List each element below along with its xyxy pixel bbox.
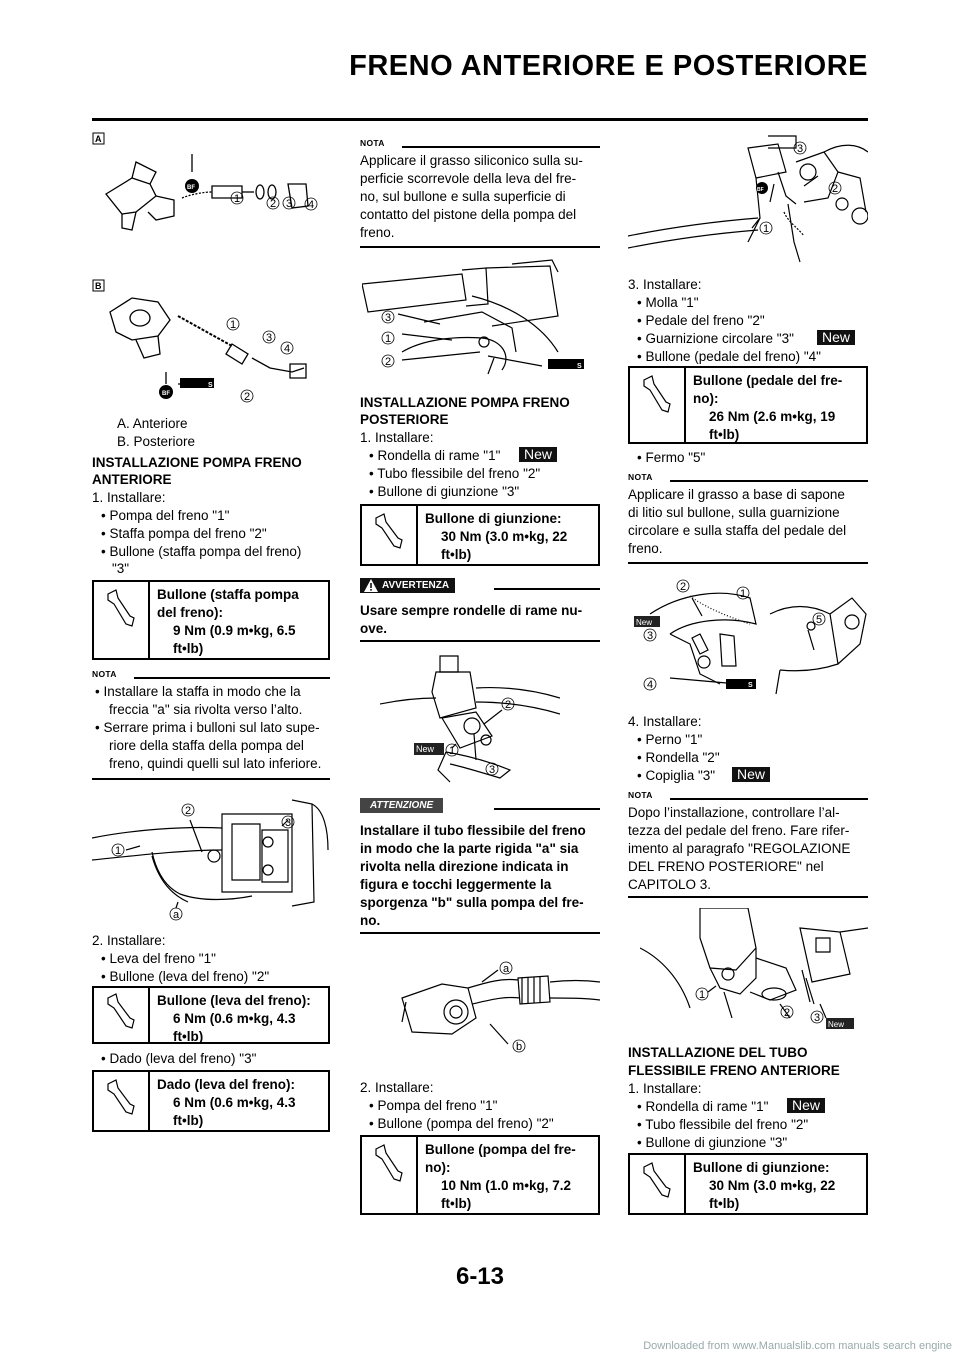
- step1: 1. Installare:: [628, 1081, 702, 1096]
- attention-line: no.: [360, 913, 381, 928]
- legend-b: B. Posteriore: [117, 434, 196, 449]
- torque-box-pedale: [628, 366, 868, 444]
- nota-line: di litio sul bullone, sulla guarnizione: [628, 505, 840, 520]
- nota-line: DEL FRENO POSTERIORE" nel: [628, 859, 824, 874]
- warning-triangle-icon: [364, 579, 378, 592]
- torque-value: ft•lb): [173, 1113, 204, 1128]
- sec1-title-line2: ANTERIORE: [92, 472, 172, 487]
- wrench-icon: [362, 506, 418, 564]
- callout-1-i: 1: [699, 989, 706, 1001]
- figure-front-lever-installed: [92, 790, 332, 925]
- step1: 1. Installare:: [92, 490, 166, 505]
- warning-line: Usare sempre rondelle di rame nu-: [360, 603, 583, 618]
- torque-value: 26 Nm (2.6 m•kg, 19: [709, 409, 836, 424]
- figure-brake-pedal-spring: [628, 132, 868, 272]
- new-badge: New: [817, 330, 855, 345]
- torque-value: 6 Nm (0.6 m•kg, 4.3: [173, 1095, 296, 1110]
- torque-value: 6 Nm (0.6 m•kg, 4.3: [173, 1011, 296, 1026]
- figure-pedal-bolt: [630, 574, 868, 706]
- nota-label: NOTA: [628, 790, 653, 800]
- callout-a-f: a: [503, 963, 510, 975]
- step3-item: • Molla "1": [637, 295, 699, 310]
- callout-b-f: b: [516, 1041, 523, 1053]
- s-mark-c2: S: [577, 363, 582, 370]
- nota-header: [360, 138, 600, 152]
- sec3-title-line2: FLESSIBILE FRENO ANTERIORE: [628, 1063, 840, 1078]
- callout-2-h: 2: [680, 581, 687, 593]
- nota-end-rule: [92, 778, 330, 780]
- nota-label: NOTA: [628, 472, 653, 482]
- new-badge: New: [732, 767, 770, 782]
- sec2-title-line1: INSTALLAZIONE POMPA FRENO: [360, 395, 570, 410]
- step2-item: • Bullone (leva del freno) "2": [101, 969, 270, 984]
- torque-box-staffa: [92, 580, 330, 660]
- nota-end-rule: [628, 562, 868, 564]
- nota-end-rule: [360, 246, 600, 248]
- step2-item: • Bullone (pompa del freno) "2": [369, 1116, 554, 1131]
- step3: 3. Installare:: [628, 277, 702, 292]
- nota-line: tezza del pedale del freno. Fare rifer-: [628, 823, 850, 838]
- wrench-icon: [630, 1155, 686, 1213]
- s-mark-h: S: [748, 682, 753, 689]
- attention-line: figura e tocchi leggermente la: [360, 877, 552, 892]
- callout-1-e: 1: [449, 745, 456, 757]
- nota-line: perficie scorrevole della leva del fre-: [360, 171, 577, 186]
- callout-1-b: 1: [230, 319, 237, 331]
- wrench-icon: [94, 1072, 150, 1130]
- attention-line: in modo che la parte rigida "a" sia: [360, 841, 579, 856]
- callout-4-b: 4: [284, 343, 291, 355]
- callout-1-c: 1: [115, 845, 122, 857]
- step4-item: • Copiglia "3": [637, 768, 716, 783]
- nota-line: Applicare il grasso siliconico sulla su-: [360, 153, 583, 168]
- step1-item: • Bullone di giunzione "3": [637, 1135, 788, 1150]
- torque-value: 30 Nm (3.0 m•kg, 22: [441, 529, 568, 544]
- callout-3-h: 3: [647, 630, 654, 642]
- sec2-title-line2: POSTERIORE: [360, 412, 449, 427]
- step2: 2. Installare:: [92, 933, 166, 948]
- torque-value: 10 Nm (1.0 m•kg, 7.2: [441, 1178, 572, 1193]
- torque-value: ft•lb): [173, 641, 204, 656]
- callout-3-i: 3: [814, 1012, 821, 1024]
- step4-item: • Perno "1": [637, 732, 703, 747]
- footer-text: Downloaded from www.Manualslib.com manuals search engine: [643, 1340, 952, 1352]
- torque-box-leva: [92, 986, 330, 1044]
- wrench-icon: [94, 582, 150, 658]
- figure-pin-cotter: [640, 908, 868, 1034]
- warning-header: [360, 578, 600, 594]
- step1-item: • Tubo flessibile del freno "2": [369, 466, 541, 481]
- bf-mark-b: BF: [162, 391, 170, 397]
- warning-label: AVVERTENZA: [360, 578, 455, 593]
- callout-2-g: 2: [832, 183, 839, 195]
- attention-line: rivolta nella direzione indicata in: [360, 859, 569, 874]
- step3-item: • Pedale del freno "2": [637, 313, 765, 328]
- attention-line: sporgenza "b" sulla pompa del fre-: [360, 895, 584, 910]
- torque-value: ft•lb): [709, 427, 740, 442]
- nota-line: • Installare la staffa in modo che la: [95, 684, 301, 699]
- callout-3-c: 3: [285, 817, 292, 829]
- nota-line: Applicare il grasso a base di sapone: [628, 487, 845, 502]
- torque-value: 9 Nm (0.9 m•kg, 6.5: [173, 623, 296, 638]
- callout-2-d: 2: [385, 356, 392, 368]
- callout-4-h: 4: [647, 679, 654, 691]
- sec3-title-line1: INSTALLAZIONE DEL TUBO: [628, 1045, 808, 1060]
- callout-2-e: 2: [505, 699, 512, 711]
- callout-1-d: 1: [385, 333, 392, 345]
- step1-item: • Bullone di giunzione "3": [369, 484, 520, 499]
- step1-item-cont: "3": [112, 561, 130, 576]
- attention-line: Installare il tubo flessibile del freno: [360, 823, 586, 838]
- torque-label: Bullone (staffa pompa: [157, 587, 299, 602]
- fig-label-b: B: [95, 281, 102, 291]
- callout-1-h: 1: [740, 588, 747, 600]
- attention-end-rule: [360, 932, 600, 934]
- callout-1-g: 1: [763, 223, 770, 235]
- step2: 2. Installare:: [360, 1080, 434, 1095]
- new-tag-fig-i: New: [828, 1020, 845, 1029]
- callout-5-h: 5: [816, 614, 823, 626]
- torque-value: ft•lb): [441, 547, 472, 562]
- warning-line: ove.: [360, 621, 388, 636]
- wrench-icon: [94, 988, 150, 1042]
- sec1-title-line1: INSTALLAZIONE POMPA FRENO: [92, 455, 302, 470]
- nota-line: imento al paragrafo "REGOLAZIONE: [628, 841, 851, 856]
- s-mark: S: [208, 382, 213, 389]
- step1-item: • Staffa pompa del freno "2": [101, 526, 267, 541]
- torque-label: Bullone (leva del freno):: [157, 993, 311, 1008]
- header-rule: [92, 118, 868, 121]
- nota-line: • Serrare prima i bulloni sul lato supe-: [95, 720, 320, 735]
- step1-item: • Pompa del freno "1": [101, 508, 230, 523]
- callout-3-b: 3: [266, 332, 273, 344]
- step3-item: • Fermo "5": [637, 450, 706, 465]
- torque-value: ft•lb): [173, 1029, 204, 1044]
- callout-a: a: [173, 909, 180, 921]
- new-tag-fig-h: New: [636, 618, 653, 627]
- step2-item: • Pompa del freno "1": [369, 1098, 498, 1113]
- new-badge: New: [787, 1098, 825, 1113]
- nota-line: freno.: [360, 225, 395, 240]
- page-number: 6-13: [455, 1263, 505, 1290]
- nota-line: freno.: [628, 541, 663, 556]
- torque-value: 30 Nm (3.0 m•kg, 22: [709, 1178, 836, 1193]
- step4-item: • Rondella "2": [637, 750, 720, 765]
- torque-label: del freno):: [157, 605, 223, 620]
- torque-label: Bullone (pompa del fre-: [425, 1142, 576, 1157]
- nota-line: circolare e sulla staffa del pedale del: [628, 523, 847, 538]
- page-title: FRENO ANTERIORE E POSTERIORE: [349, 50, 868, 82]
- nota-label: NOTA: [92, 669, 117, 679]
- bf-mark: BF: [187, 185, 195, 191]
- torque-label: Bullone di giunzione:: [693, 1160, 830, 1175]
- new-tag-fig: New: [416, 744, 435, 754]
- callout-2-i: 2: [784, 1007, 791, 1019]
- nota-line: riore della staffa della pompa del: [109, 738, 304, 753]
- torque-value: ft•lb): [709, 1196, 740, 1211]
- torque-box-giunzione-2: [628, 1153, 868, 1215]
- nota-line: contatto del pistone della pompa del: [360, 207, 577, 222]
- step2-item: • Dado (leva del freno) "3": [101, 1051, 257, 1066]
- figure-master-cylinder-exploded: [92, 132, 332, 410]
- callout-3-g: 3: [797, 143, 804, 155]
- step1-item: • Tubo flessibile del freno "2": [637, 1117, 809, 1132]
- step1-item: • Bullone (staffa pompa del freno): [101, 544, 302, 559]
- callout-3-e: 3: [489, 764, 496, 776]
- figure-hose-orientation: [372, 958, 600, 1070]
- torque-label: Bullone di giunzione:: [425, 511, 562, 526]
- nota-line: no, sul bullone e sulla superficie di: [360, 189, 566, 204]
- legend-a: A. Anteriore: [117, 416, 188, 431]
- torque-label: Bullone (pedale del fre-: [693, 373, 843, 388]
- new-badge: New: [519, 447, 557, 462]
- torque-box-pompa: [360, 1135, 600, 1215]
- nota-line: freno, quindi quelli sul lato inferiore.: [109, 756, 322, 771]
- callout-3: 3: [286, 198, 293, 210]
- nota-end-rule: [628, 896, 868, 898]
- torque-box-giunzione: [360, 504, 600, 566]
- callout-2: 2: [270, 198, 277, 210]
- torque-value: ft•lb): [441, 1196, 472, 1211]
- attention-label: ATTENZIONE: [360, 798, 443, 813]
- nota-header: [92, 669, 330, 683]
- figure-lever-grease: [362, 256, 600, 386]
- warning-end-rule: [360, 640, 600, 642]
- step3-item: • Guarnizione circolare "3": [637, 331, 794, 346]
- step1-item: • Rondella di rame "1": [637, 1099, 769, 1114]
- nota-header: [628, 790, 868, 804]
- torque-label: Dado (leva del freno):: [157, 1077, 296, 1092]
- nota-line: Dopo l’installazione, controllare l’al-: [628, 805, 840, 820]
- callout-4: 4: [308, 199, 315, 211]
- callout-3-d: 3: [385, 312, 392, 324]
- attention-header: [360, 798, 600, 814]
- callout-1: 1: [234, 193, 241, 205]
- step2-item: • Leva del freno "1": [101, 951, 216, 966]
- step4: 4. Installare:: [628, 714, 702, 729]
- bf-mark-g: BF: [757, 187, 764, 193]
- step1-item: • Rondella di rame "1": [369, 448, 501, 463]
- nota-line: freccia "a" sia rivolta verso l’alto.: [109, 702, 303, 717]
- step3-item: • Bullone (pedale del freno) "4": [637, 349, 821, 364]
- torque-label: no):: [693, 391, 719, 406]
- step1: 1. Installare:: [360, 430, 434, 445]
- callout-2-b: 2: [244, 391, 251, 403]
- wrench-icon: [362, 1137, 418, 1213]
- wrench-icon: [630, 368, 686, 442]
- nota-line: CAPITOLO 3.: [628, 877, 712, 892]
- fig-label-a: A: [95, 134, 102, 144]
- nota-header: [628, 472, 868, 486]
- nota-label: NOTA: [360, 138, 385, 148]
- torque-label: no):: [425, 1160, 451, 1175]
- callout-2-c: 2: [185, 805, 192, 817]
- torque-box-dado: [92, 1070, 330, 1132]
- figure-rear-cylinder-hose: [380, 652, 560, 790]
